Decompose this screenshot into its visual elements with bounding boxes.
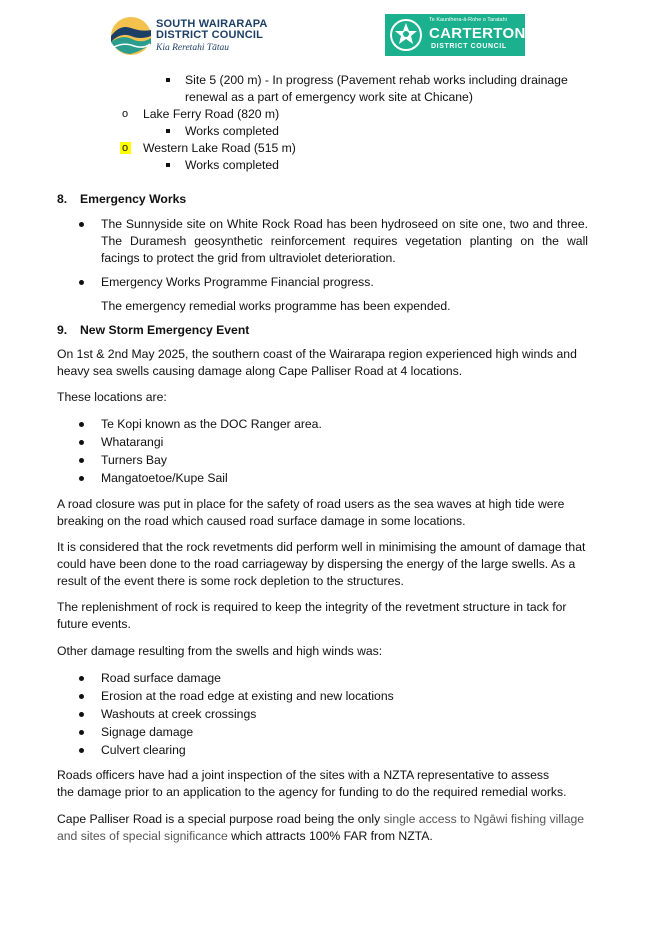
bullet-dot-icon (79, 222, 84, 227)
swdc-name-line1: SOUTH WAIRARAPA (156, 18, 268, 30)
swdc-logo (110, 16, 280, 56)
bullet-dot-icon (79, 476, 84, 481)
bullet-dot-icon (79, 422, 84, 427)
palliser-text-c: which attracts 100% FAR from NZTA. (227, 829, 433, 843)
bullet-dot-icon (79, 748, 84, 753)
section9-inspection: Roads officers have had a joint inspection of the sites with a NZTA representative to assess the damage prior to an application to the agency for funding to do the required remedial works. (57, 768, 567, 799)
carterton-sub: DISTRICT COUNCIL (431, 43, 507, 50)
list-item-lake-ferry: Lake Ferry Road (820 m) (143, 107, 280, 121)
bullet-dot-icon (79, 730, 84, 735)
section9-number: 9. (57, 323, 68, 337)
bullet-dot-icon (79, 694, 84, 699)
highlight-mark: o (120, 142, 131, 154)
swdc-emblem-icon (110, 16, 152, 56)
section8-bullet1: The Sunnyside site on White Rock Road has been hydroseed on site one, two and three. The Duramesh geosynthetic reinforcement requires vegetation planting on the wall facings to protect the grid from ultraviolet deterioration. (101, 217, 588, 265)
square-bullet-icon (166, 163, 170, 167)
carterton-name: CARTERTON (429, 25, 526, 42)
list-item-lake-ferry-status: Works completed (185, 124, 279, 138)
section8-title: Emergency Works (80, 192, 187, 206)
palliser-text-b: single access to Ngāwi fishing village and sites of special significance (57, 812, 585, 843)
section9-closure: A road closure was put in place for the safety of road users as the sea waves at high tide were breaking on the road which caused road surface damage in some locations. (57, 497, 565, 528)
location-item: Turners Bay (101, 453, 167, 467)
section9-replenishment: The replenishment of rock is required to keep the integrity of the revetment structure in tack for future events. (57, 600, 567, 631)
section9-title: New Storm Emergency Event (80, 323, 250, 337)
palliser-text-a: Cape Palliser Road is a special purpose road being the only (57, 812, 384, 826)
carterton-logo (385, 14, 525, 56)
section9-intro: On 1st & 2nd May 2025, the southern coast of the Wairarapa region experienced high winds and heavy sea swells causing damage along Cape Palliser Road at 4 locations. (57, 347, 577, 378)
damage-item: Culvert clearing (101, 743, 186, 757)
swdc-name-line2: DISTRICT COUNCIL (156, 29, 264, 41)
bullet-dot-icon (79, 458, 84, 463)
highlighted-circle-bullet-icon (120, 140, 131, 157)
carterton-emblem-icon (388, 17, 424, 53)
location-item: Mangatoetoe/Kupe Sail (101, 471, 228, 485)
damage-item: Signage damage (101, 725, 194, 739)
list-item-site5-cont: renewal as a part of emergency work site at Chicane) (185, 90, 473, 104)
section8-note: The emergency remedial works programme has been expended. (101, 299, 451, 313)
list-item-western-lake: Western Lake Road (515 m) (143, 141, 296, 155)
carterton-maori-name: Te Kaunihera-ā-Rohe o Taratahi (429, 17, 507, 23)
list-item-western-lake-status: Works completed (185, 158, 279, 172)
section9-damage-intro: Other damage resulting from the swells and high winds was: (57, 644, 383, 658)
circle-bullet-icon: o (122, 108, 129, 120)
bullet-dot-icon (79, 676, 84, 681)
section9-revetments: It is considered that the rock revetments did perform well in minimising the amount of damage that could have been done to the road carriageway by dispersing the energy of the large swells. As a result of the event there is some rock depletion to the structures. (57, 540, 586, 588)
damage-item: Road surface damage (101, 671, 221, 685)
section9-locations-intro: These locations are: (57, 390, 167, 404)
damage-item: Washouts at creek crossings (101, 707, 257, 721)
square-bullet-icon (166, 129, 170, 133)
section8-bullet2: Emergency Works Programme Financial progress. (101, 275, 374, 289)
square-bullet-icon (166, 78, 170, 82)
section9-palliser (57, 811, 587, 845)
bullet-dot-icon (79, 280, 84, 285)
swdc-subtitle: Kia Reretahi Tātau (156, 43, 230, 53)
location-item: Te Kopi known as the DOC Ranger area. (101, 417, 322, 431)
list-item-site5: Site 5 (200 m) - In progress (Pavement rehab works including drainage (185, 73, 568, 87)
bullet-dot-icon (79, 712, 84, 717)
section8-number: 8. (57, 192, 68, 206)
damage-item: Erosion at the road edge at existing and new locations (101, 689, 394, 703)
location-item: Whatarangi (101, 435, 164, 449)
bullet-dot-icon (79, 440, 84, 445)
